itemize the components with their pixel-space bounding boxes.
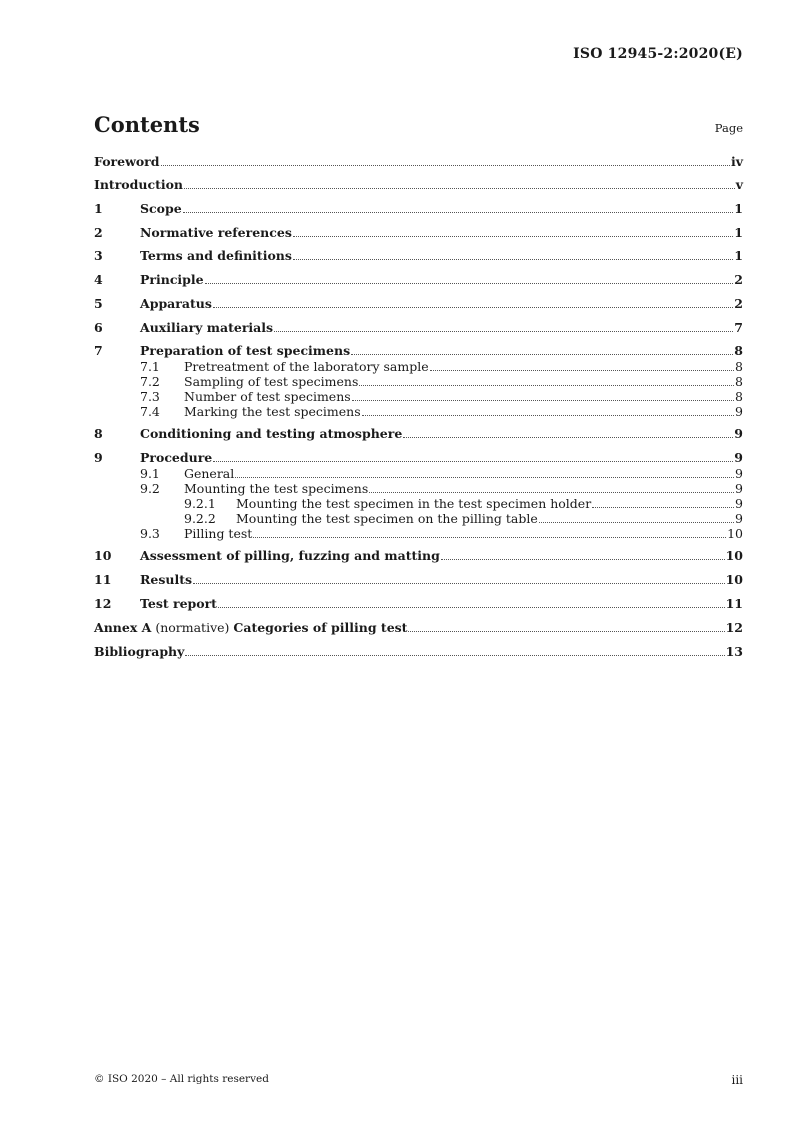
toc-page: 12 (725, 620, 743, 635)
toc-entry-9-2[interactable] (94, 481, 743, 496)
toc-entry-9-2-2[interactable] (94, 511, 743, 526)
toc-entry-7-3[interactable] (94, 389, 743, 404)
toc-entry-procedure[interactable] (94, 450, 743, 466)
annex-qualifier: (normative) (155, 620, 230, 635)
toc-page: 9 (734, 426, 743, 441)
toc-label: Pretreatment of the laboratory sample (184, 359, 429, 374)
toc-num: 4 (94, 272, 103, 287)
toc-page: 11 (725, 596, 743, 611)
toc-num: 9.2.2 (184, 511, 216, 526)
toc-entry-7-1[interactable] (94, 359, 743, 374)
toc-page: 9 (735, 404, 743, 419)
toc-page: 8 (735, 389, 743, 404)
toc-page: iv (730, 154, 743, 169)
toc-entry-bibliography[interactable] (94, 644, 743, 668)
toc-label: Assessment of pilling, fuzzing and matting (140, 548, 440, 563)
leader-dots (253, 537, 726, 538)
leader-dots (235, 477, 734, 478)
toc-entry-terms-definitions[interactable] (94, 248, 743, 272)
toc-label: Foreword (94, 154, 160, 169)
toc-page: 8 (734, 343, 743, 358)
leader-dots (183, 212, 734, 213)
toc-label: Scope (140, 201, 182, 216)
toc-page: 10 (725, 572, 743, 587)
leader-dots (441, 559, 725, 560)
copyright-notice: © ISO 2020 – All rights reserved (94, 1073, 269, 1085)
toc-label: Terms and definitions (140, 248, 292, 263)
toc-label: Conditioning and testing atmosphere (140, 426, 403, 441)
leader-dots (369, 492, 734, 493)
leader-dots (403, 437, 733, 438)
leader-dots (213, 461, 733, 462)
toc-entry-results[interactable] (94, 572, 743, 596)
page-footer (94, 1073, 743, 1087)
leader-dots (293, 236, 733, 237)
leader-dots (274, 331, 733, 332)
toc-entry-9-1[interactable] (94, 466, 743, 481)
toc-entry-foreword[interactable] (94, 154, 743, 177)
annex-prefix: Annex A (94, 620, 152, 635)
toc-entry-apparatus[interactable] (94, 296, 743, 320)
toc-entry-scope[interactable] (94, 201, 743, 225)
toc-label: Number of test specimens (184, 389, 351, 404)
leader-dots (185, 655, 724, 656)
toc-page: 1 (734, 201, 743, 216)
toc-entry-7-4[interactable] (94, 404, 743, 426)
page-number: iii (731, 1073, 743, 1087)
toc-num: 2 (94, 225, 103, 240)
leader-dots (205, 283, 734, 284)
toc-label: Preparation of test specimens (140, 343, 351, 358)
toc-entry-auxiliary-materials[interactable] (94, 320, 743, 343)
leader-dots (161, 165, 730, 166)
toc-num: 5 (94, 296, 103, 311)
toc-page: 8 (735, 359, 743, 374)
leader-dots (352, 400, 734, 401)
toc-entry-conditioning[interactable] (94, 426, 743, 450)
toc-page: 10 (725, 548, 743, 563)
toc-page: 10 (727, 526, 743, 541)
toc-page: 9 (735, 466, 743, 481)
toc-num: 8 (94, 426, 103, 441)
toc-label: Mounting the test specimens (184, 481, 369, 496)
toc-num: 9.2 (140, 481, 160, 496)
leader-dots (351, 354, 733, 355)
toc-label: Introduction (94, 177, 184, 192)
toc-label: Apparatus (140, 296, 212, 311)
toc-entry-9-2-1[interactable] (94, 496, 743, 511)
toc-label: Sampling of test specimens (184, 374, 359, 389)
toc-entry-test-report[interactable] (94, 596, 743, 620)
toc-num: 12 (94, 596, 112, 611)
document-id: ISO 12945-2:2020(E) (573, 46, 743, 62)
toc-page: 1 (734, 225, 743, 240)
table-of-contents (94, 154, 743, 668)
leader-dots (293, 259, 733, 260)
toc-entry-preparation[interactable] (94, 343, 743, 359)
leader-dots (218, 607, 725, 608)
toc-page: 7 (734, 320, 743, 335)
toc-entry-9-3[interactable] (94, 526, 743, 548)
page-title: Contents (94, 112, 200, 137)
toc-num: 7.3 (140, 389, 160, 404)
leader-dots (539, 522, 734, 523)
title-row (94, 112, 743, 137)
toc-num: 7.2 (140, 374, 160, 389)
toc-page: v (735, 177, 743, 192)
toc-label: Pilling test (184, 526, 253, 541)
toc-entry-7-2[interactable] (94, 374, 743, 389)
toc-num: 1 (94, 201, 103, 216)
toc-num: 11 (94, 572, 112, 587)
toc-entry-principle[interactable] (94, 272, 743, 296)
toc-page: 1 (734, 248, 743, 263)
toc-page: 9 (734, 450, 743, 465)
page-column-label: Page (714, 121, 743, 135)
toc-entry-annex-a[interactable] (94, 620, 743, 644)
toc-num: 9.2.1 (184, 496, 216, 511)
toc-label: Auxiliary materials (140, 320, 274, 335)
toc-label: Bibliography (94, 644, 185, 659)
toc-label: Principle (140, 272, 204, 287)
toc-label: Normative references (140, 225, 292, 240)
leader-dots (359, 385, 734, 386)
toc-page: 9 (735, 511, 743, 526)
toc-page: 2 (734, 296, 743, 311)
toc-page: 13 (725, 644, 743, 659)
toc-label: Mounting the test specimen on the pilling table (236, 511, 538, 526)
toc-num: 10 (94, 548, 112, 563)
toc-label: Test report (140, 596, 217, 611)
leader-dots (193, 583, 725, 584)
leader-dots (362, 415, 734, 416)
toc-num: 9 (94, 450, 103, 465)
toc-label (94, 620, 407, 635)
toc-num: 6 (94, 320, 103, 335)
leader-dots (184, 188, 735, 189)
toc-page: 9 (735, 496, 743, 511)
leader-dots (213, 307, 733, 308)
toc-label: Mounting the test specimen in the test specimen holder (236, 496, 592, 511)
toc-num: 9.1 (140, 466, 160, 481)
annex-title: Categories of pilling test (233, 620, 408, 635)
toc-num: 7.1 (140, 359, 160, 374)
toc-num: 3 (94, 248, 103, 263)
toc-num: 7 (94, 343, 103, 358)
leader-dots (592, 507, 734, 508)
leader-dots (430, 370, 734, 371)
toc-entry-assessment[interactable] (94, 548, 743, 572)
toc-num: 7.4 (140, 404, 160, 419)
leader-dots (408, 631, 724, 632)
toc-page: 9 (735, 481, 743, 496)
toc-label: Results (140, 572, 193, 587)
toc-entry-introduction[interactable] (94, 177, 743, 201)
toc-label: General (184, 466, 235, 481)
toc-entry-normative-references[interactable] (94, 225, 743, 248)
toc-label: Procedure (140, 450, 213, 465)
toc-label: Marking the test specimens (184, 404, 361, 419)
toc-page: 8 (735, 374, 743, 389)
toc-num: 9.3 (140, 526, 160, 541)
toc-page: 2 (734, 272, 743, 287)
